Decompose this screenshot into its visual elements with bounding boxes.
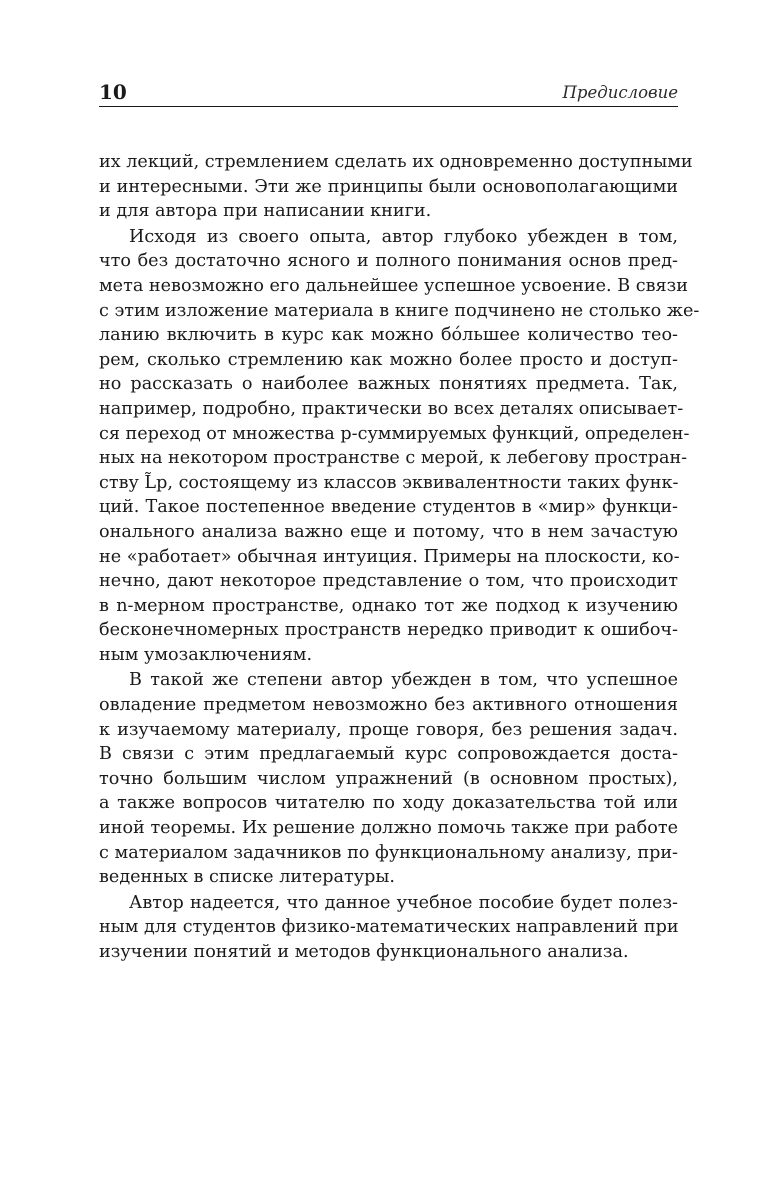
paragraph-2 — [99, 225, 700, 668]
text-line: В связи с этим предлагаемый курс сопровождается доста- — [99, 744, 678, 765]
text-line: изучении понятий и методов функционального анализа. — [99, 942, 629, 962]
text-line: овладение предметом невозможно без активного отношения — [99, 695, 678, 716]
text-line: ланию включить в курс как можно бóльшее количество теo- — [99, 325, 678, 346]
text-line: ных на некотором пространстве с мерой, к лебегову простран- — [99, 448, 688, 469]
text-line: их лекций, стремлением сделать их одновременно доступными — [99, 152, 693, 172]
text-line: и для автора при написании книги. — [99, 201, 432, 222]
text-line: с материалом задачников по функциональному анализу, при- — [99, 842, 678, 863]
text-line: Исходя из своего опыта, автор глубоко убежден в том, — [129, 226, 678, 247]
text-line: онального анализа важно еще и потому, что в нем зачастую — [99, 521, 678, 542]
text-line: к изучаемому материалу, проще говоря, без решения задач. — [99, 719, 678, 740]
text-line: а также вопросов читателю по ходу доказательства той или — [99, 793, 678, 814]
text-line: мета невозможно его дальнейшее успешное усвоение. В связи — [99, 275, 688, 296]
text-line: ным умозаключениям. — [99, 644, 313, 665]
text-line: но рассказать о наиболее важных понятиях предмета. Так, — [99, 374, 678, 395]
running-title: Предисловие — [562, 83, 678, 102]
text-line: в n-мерном пространстве, однако тот же подход к изучению — [99, 595, 678, 616]
text-line: ся переход от множества p-суммируемых функций, определен- — [99, 423, 690, 444]
paragraph-3 — [99, 668, 678, 889]
text-line: веденных в списке литературы. — [99, 867, 395, 888]
body-text — [99, 150, 700, 966]
text-line: иной теоремы. Их решение должно помочь также при работе — [99, 818, 678, 839]
text-line: рем, сколько стремлению как можно более просто и доступ- — [99, 349, 678, 370]
page-number: 10 — [99, 80, 127, 104]
text-line: бесконечномерных пространств нередко приводит к ошибоч- — [99, 620, 678, 641]
text-line: В такой же степени автор убежден в том, что успешное — [129, 670, 678, 691]
text-line: ству L̃p, состоящему из классов эквивалентности таких функ- — [99, 472, 679, 493]
paragraph-1 — [99, 150, 693, 224]
text-line: например, подробно, практически во всех деталях описывает- — [99, 398, 684, 419]
text-line: Автор надеется, что данное учебное пособие будет полез- — [129, 892, 678, 913]
page-header — [99, 80, 678, 106]
paragraph-4 — [99, 891, 678, 965]
text-line: и интересными. Эти же принципы были основополагающими — [99, 176, 678, 197]
text-line: нечно, дают некоторое представление о том, что происходит — [99, 571, 678, 592]
text-line: ций. Такое постепенное введение студентов в «мир» функци- — [99, 497, 678, 518]
header-rule — [99, 106, 678, 107]
text-line: с этим изложение материала в книге подчинено не столько же- — [99, 300, 700, 321]
text-line: точно большим числом упражнений (в основном простых), — [99, 768, 678, 789]
text-line: не «работает» обычная интуиция. Примеры на плоскости, ко- — [99, 546, 680, 567]
text-line: ным для студентов физико-математических направлений при — [99, 917, 679, 938]
text-line: что без достаточно ясного и полного понимания основ пред- — [99, 251, 678, 272]
